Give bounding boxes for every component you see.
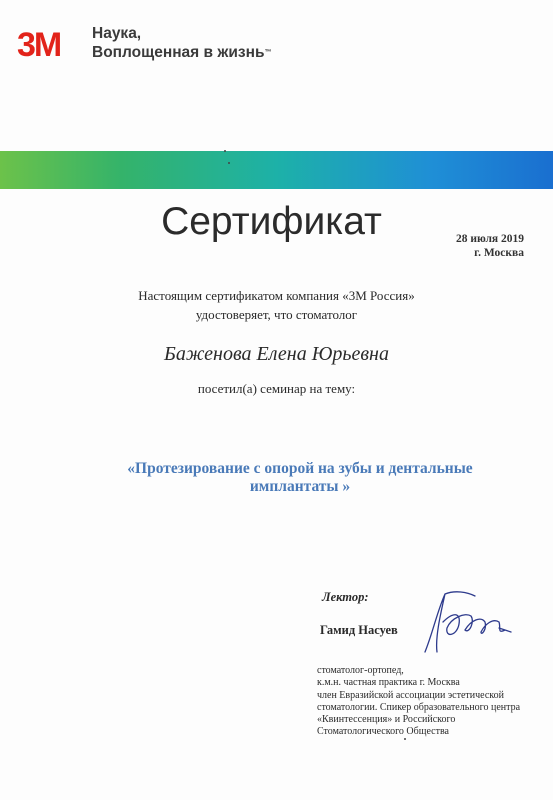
lecturer-credentials	[317, 665, 537, 739]
print-speck	[404, 738, 406, 740]
gradient-band	[0, 151, 553, 189]
credential-line: «Квинтессенция» и Российского	[317, 714, 456, 726]
certificate-title: Сертификат	[161, 200, 382, 243]
recipient-name: Баженова Елена Юрьевна	[164, 343, 389, 365]
credential-line: стоматолог-ортопед,	[317, 665, 404, 676]
lecturer-label: Лектор:	[322, 590, 369, 604]
3m-logo	[17, 28, 60, 62]
print-speck	[228, 162, 230, 164]
intro-line-1: Настоящим сертификатом компания «3М Россия»	[138, 288, 415, 303]
topic-line-2: имплантаты »	[249, 478, 351, 495]
trademark-mark: ™	[264, 49, 272, 56]
tagline-line2: Воплощенная в жизнь™	[92, 44, 272, 61]
brand-tagline	[92, 24, 271, 62]
tagline-line1: Наука,	[92, 25, 142, 42]
topic-line-1: «Протезирование с опорой на зубы и дентальные	[127, 460, 473, 477]
date-block	[456, 232, 524, 260]
logo-mark: 3M	[17, 26, 61, 64]
lecturer-signature	[415, 582, 525, 662]
print-speck	[224, 150, 226, 152]
certificate-city: г. Москва	[474, 247, 524, 259]
lecturer-name: Гамид Насуев	[320, 623, 398, 637]
attended-line: посетил(а) семинар на тему:	[197, 381, 356, 396]
credential-line: член Евразийской ассоциации эстетической	[317, 689, 505, 701]
credential-line: Стоматологического Общества	[317, 726, 449, 738]
seminar-topic	[90, 460, 510, 496]
credential-line: стоматологии. Спикер образовательного центра	[317, 701, 521, 713]
certificate-date: 28 июля 2019	[455, 233, 524, 245]
credential-line: к.м.н. частная практика г. Москва	[317, 677, 460, 689]
intro-line-2: удостоверяет, что стоматолог	[195, 307, 358, 322]
